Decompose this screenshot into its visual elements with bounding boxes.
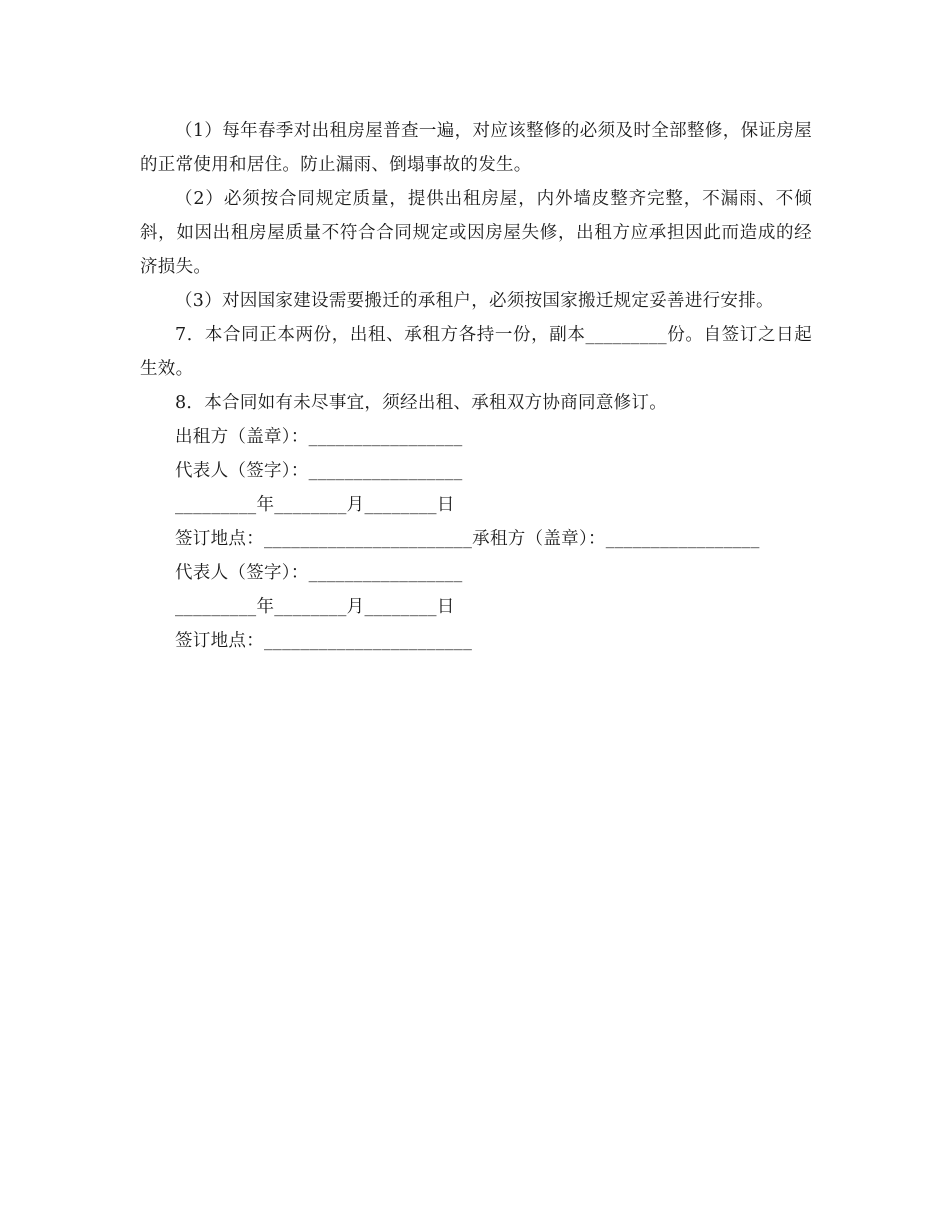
clause-1-annual-inspection: （1）每年春季对出租房屋普查一遍，对应该整修的必须及时全部整修，保证房屋的正常使用和居住。防止漏雨、倒塌事故的发生。 (140, 121, 812, 175)
lessor-seal-line: 出租方（盖章）：_________________ (175, 427, 463, 447)
lessor-representative-line: 代表人（签字）：_________________ (175, 461, 463, 481)
clause-2-quality: （2）必须按合同规定质量，提供出租房屋，内外墙皮整齐完整，不漏雨、不倾斜，如因出租房屋质量不符合合同规定或因房屋失修，出租方应承担因此而造成的经济损失。 (140, 189, 812, 277)
clause-3-relocation: （3）对因国家建设需要搬迁的承租户，必须按国家搬迁规定妥善进行安排。 (175, 291, 774, 311)
signature-block (140, 420, 812, 658)
clause-7-copies: 7．本合同正本两份，出租、承租方各持一份，副本_________份。自签订之日起生效。 (140, 325, 812, 379)
lessee-representative-line: 代表人（签字）：_________________ (175, 563, 463, 583)
contract-body (140, 114, 812, 658)
lessee-date-line: _________年________月________日 (175, 597, 455, 617)
signing-place-lessee-seal-line: 签订地点：_______________________承租方（盖章）：_________________ (175, 529, 760, 549)
lessor-date-line: _________年________月________日 (175, 495, 455, 515)
clause-8-amendments: 8．本合同如有未尽事宜，须经出租、承租双方协商同意修订。 (175, 393, 668, 413)
lessee-signing-place-line: 签订地点：_______________________ (175, 631, 473, 651)
